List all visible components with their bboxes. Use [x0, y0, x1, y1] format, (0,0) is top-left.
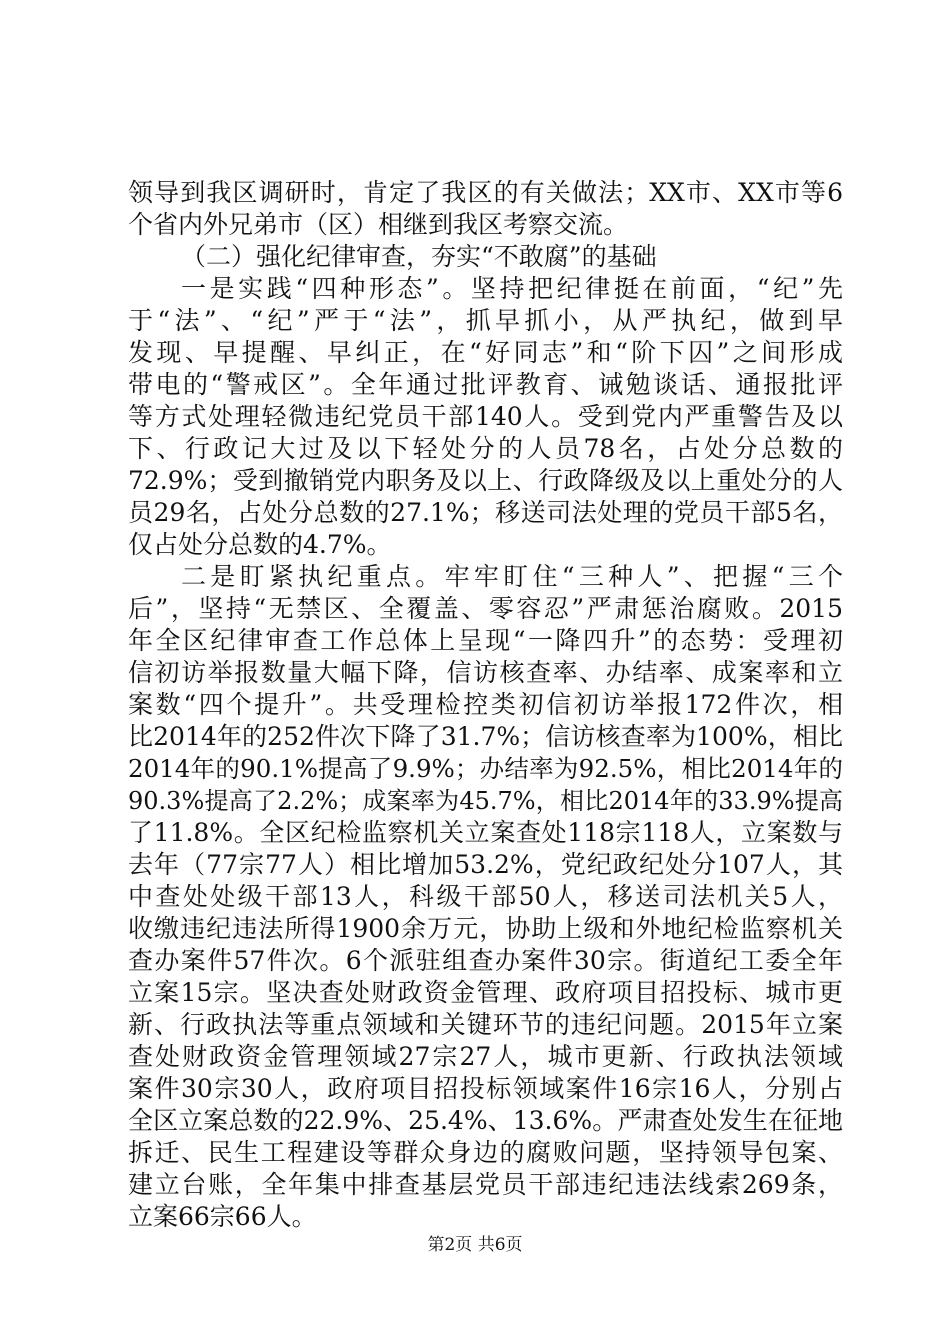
text-line: 年全区纪律审查工作总体上呈现“一降四升”的态势：受理初 — [128, 626, 843, 655]
text-line: 员29名，占处分总数的27.1%；移送司法处理的党员干部5名， — [128, 498, 843, 527]
text-line: 收缴违纪违法所得1900余万元，协助上级和外地纪检监察机关 — [128, 914, 843, 943]
text-line: 个省内外兄弟市（区）相继到我区考察交流。 — [128, 210, 629, 239]
text-line: 了11.8%。全区纪检监察机关立案查处118宗118人，立案数与 — [128, 818, 843, 847]
text-line: 案数“四个提升”。共受理检控类初信初访举报172件次，相 — [128, 690, 843, 719]
text-line: 案件30宗30人，政府项目招投标领域案件16宗16人，分别占 — [128, 1074, 843, 1103]
text-line: 中查处处级干部13人，科级干部50人，移送司法机关5人， — [128, 882, 843, 911]
text-line: 信初访举报数量大幅下降，信访核查率、办结率、成案率和立 — [128, 658, 843, 687]
text-line: 建立台账，全年集中排查基层党员干部违纪违法线索269条， — [128, 1170, 843, 1199]
text-line: 仅占处分总数的4.7%。 — [128, 530, 392, 559]
document-body — [128, 177, 843, 1233]
text-line: 立案66宗66人。 — [128, 1202, 317, 1231]
text-line: 2014年的90.1%提高了9.9%；办结率为92.5%，相比2014年的 — [128, 754, 843, 783]
section-heading: （二）强化纪律审查，夯实“不敢腐”的基础 — [181, 242, 657, 271]
text-line: 带电的“警戒区”。全年通过批评教育、诫勉谈话、通报批评 — [128, 370, 843, 399]
text-line: 于“法”、“纪”严于“法”，抓早抓小，从严执纪，做到早 — [128, 306, 843, 335]
page-number-label: 第2页 共6页 — [427, 1235, 523, 1255]
text-line: 立案15宗。坚决查处财政资金管理、政府项目招投标、城市更 — [128, 978, 843, 1007]
text-line: 90.3%提高了2.2%；成案率为45.7%，相比2014年的33.9%提高 — [128, 787, 843, 815]
text-line: 查处财政资金管理领域27宗27人，城市更新、行政执法领域 — [128, 1042, 843, 1071]
text-line: 下、行政记大过及以下轻处分的人员78名，占处分总数的 — [128, 434, 843, 463]
text-line: 发现、早提醒、早纠正，在“好同志”和“阶下囚”之间形成 — [128, 338, 843, 367]
text-line: 领导到我区调研时，肯定了我区的有关做法；XX市、XX市等6 — [128, 178, 843, 207]
text-line: 等方式处理轻微违纪党员干部140人。受到党内严重警告及以 — [128, 402, 843, 431]
text-line: 去年（77宗77人）相比增加53.2%，党纪政纪处分107人，其 — [128, 850, 843, 879]
paragraph-first-line: 一是实践“四种形态”。坚持把纪律挺在前面，“纪”先 — [181, 274, 843, 303]
page-footer — [0, 1234, 950, 1256]
text-line: 拆迁、民生工程建设等群众身边的腐败问题，坚持领导包案、 — [128, 1138, 843, 1167]
text-line: 全区立案总数的22.9%、25.4%、13.6%。严肃查处发生在征地 — [128, 1106, 843, 1135]
text-line: 比2014年的252件次下降了31.7%；信访核查率为100%，相比 — [128, 722, 843, 751]
text-line: 后”，坚持“无禁区、全覆盖、零容忍”严肃惩治腐败。2015 — [128, 594, 843, 623]
text-line: 新、行政执法等重点领域和关键环节的违纪问题。2015年立案 — [128, 1010, 843, 1039]
paragraph-first-line: 二是盯紧执纪重点。牢牢盯住“三种人”、把握“三个 — [181, 562, 843, 591]
text-line: 查办案件57件次。6个派驻组查办案件30宗。街道纪工委全年 — [128, 946, 843, 975]
text-line: 72.9%；受到撤销党内职务及以上、行政降级及以上重处分的人 — [128, 466, 843, 495]
